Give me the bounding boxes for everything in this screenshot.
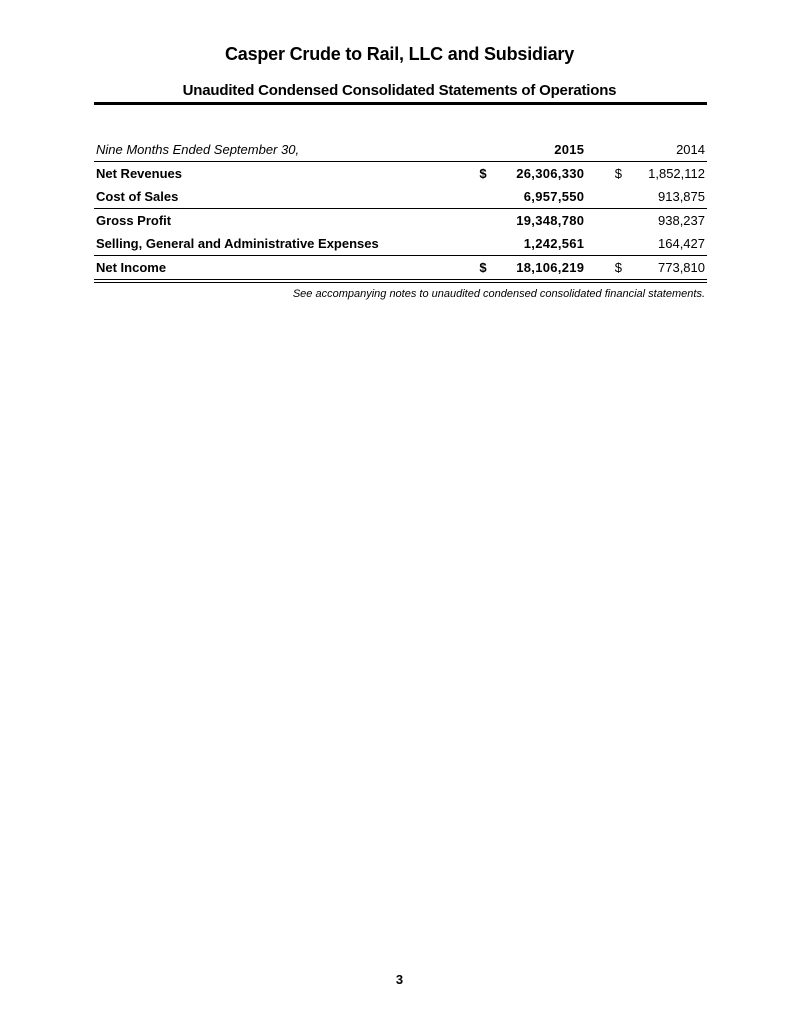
value-2014: 1,852,112 xyxy=(648,166,705,181)
footnote: See accompanying notes to unaudited condensed consolidated financial statements. xyxy=(292,288,705,300)
company-name: Casper Crude to Rail, LLC and Subsidiary xyxy=(224,44,575,64)
currency-symbol: $ xyxy=(479,256,493,282)
table-row-gross-profit xyxy=(94,209,707,233)
value-2015: 1,242,561 xyxy=(493,232,590,256)
currency-symbol xyxy=(479,209,493,233)
currency-symbol: $ xyxy=(614,166,622,181)
statement-title: Unaudited Condensed Consolidated Statements of Operations xyxy=(182,82,617,99)
value-2015: 19,348,780 xyxy=(516,213,585,228)
table-row-net-revenues xyxy=(94,162,707,186)
period-label: Nine Months Ended September 30, xyxy=(94,138,479,162)
value-2015: 6,957,550 xyxy=(493,185,590,209)
row-label: Cost of Sales xyxy=(94,185,479,209)
row-label: Selling, General and Administrative Expenses xyxy=(94,232,479,256)
column-header-2014: 2014 xyxy=(628,138,707,162)
currency-symbol xyxy=(615,185,629,209)
row-label: Net Income xyxy=(94,256,479,282)
value-2014: 938,237 xyxy=(658,213,705,228)
statement-of-operations-table xyxy=(94,138,707,283)
value-2014: 913,875 xyxy=(628,185,707,209)
column-header-2015: 2015 xyxy=(493,138,590,162)
page-number: 3 xyxy=(395,972,404,987)
currency-symbol xyxy=(479,232,493,256)
table-header-row xyxy=(94,138,707,162)
table-row-sga-expenses xyxy=(94,232,707,256)
currency-symbol: $ xyxy=(615,256,629,282)
row-label: Net Revenues xyxy=(96,166,182,181)
value-2015: 18,106,219 xyxy=(493,256,590,282)
currency-symbol: $ xyxy=(479,166,487,181)
value-2015: 26,306,330 xyxy=(516,166,585,181)
currency-symbol xyxy=(479,185,493,209)
table-row-net-income xyxy=(94,256,707,282)
value-2014: 164,427 xyxy=(628,232,707,256)
table-row-cost-of-sales xyxy=(94,185,707,209)
title-divider xyxy=(94,102,707,105)
currency-symbol xyxy=(615,209,629,233)
row-label: Gross Profit xyxy=(96,213,172,228)
value-2014: 773,810 xyxy=(628,256,707,282)
currency-symbol xyxy=(615,232,629,256)
